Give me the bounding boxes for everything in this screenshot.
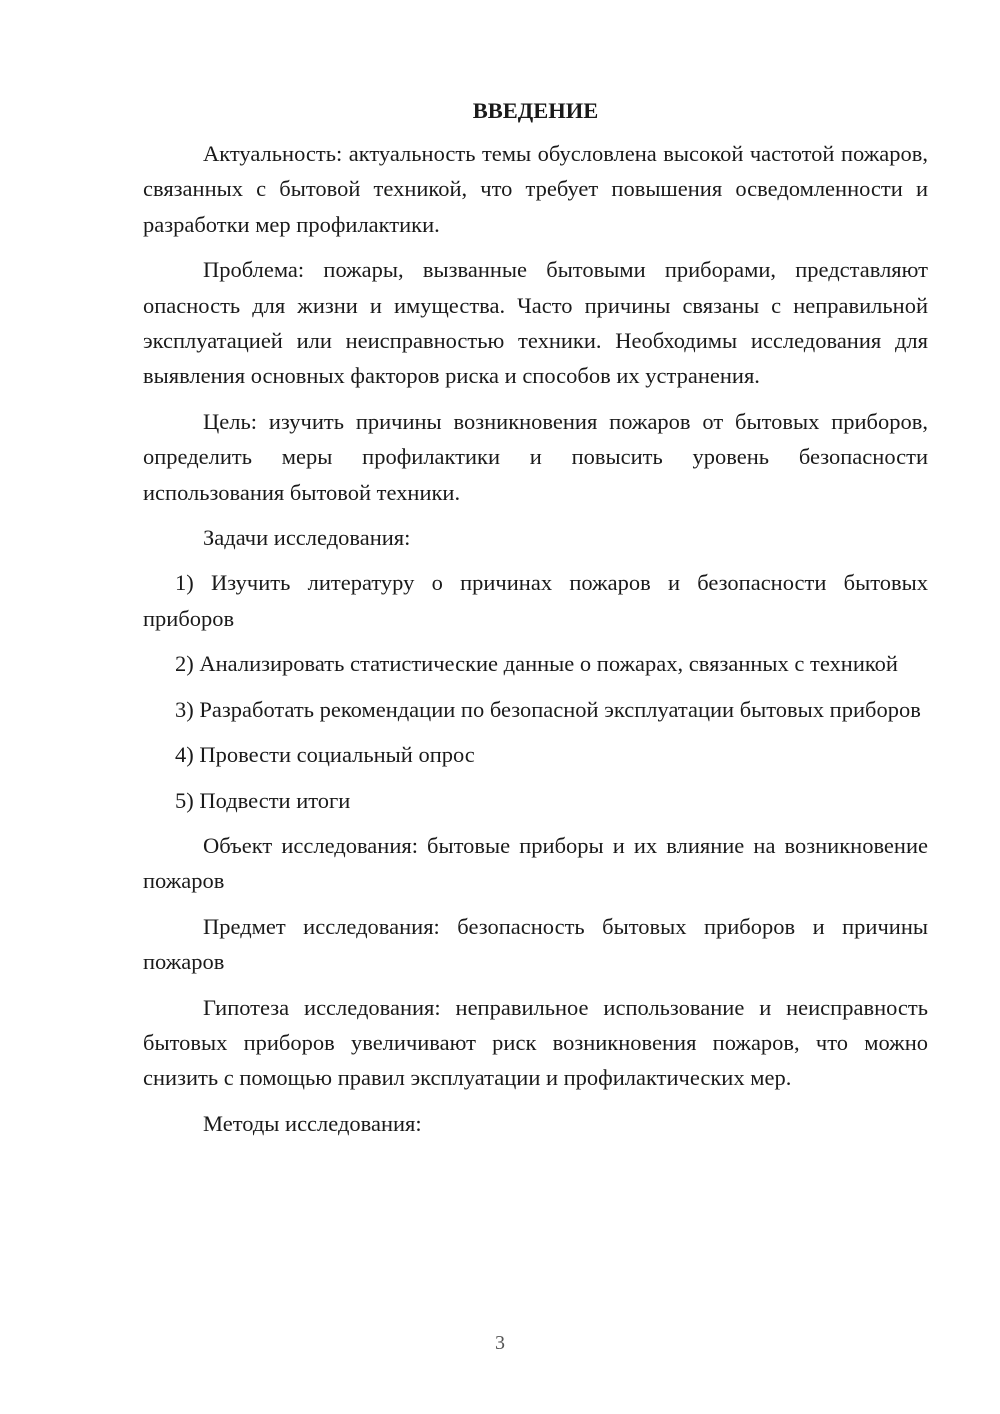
paragraph-subject: Предмет исследования: безопасность бытовых приборов и причины пожаров	[143, 913, 928, 975]
task-item-2: 2) Анализировать статистические данные о пожарах, связанных с техникой	[175, 651, 898, 677]
paragraph-problem: Проблема: пожары, вызванные бытовыми приборами, представляют опасность для жизни и имущества. Часто причины связаны с неправильной эксплуатацией или неисправностью техники. Необходимы исследования для выявления основных факторов риска и способов их устранения.	[143, 257, 928, 389]
page-content	[143, 96, 928, 1151]
task-item-3: 3) Разработать рекомендации по безопасной эксплуатации бытовых приборов	[175, 696, 921, 722]
paragraph-goal: Цель: изучить причины возникновения пожаров от бытовых приборов, определить меры профилактики и повысить уровень безопасности использования бытовой техники.	[143, 408, 928, 505]
task-item-1: 1) Изучить литературу о причинах пожаров и безопасности бытовых приборов	[143, 570, 928, 631]
task-item-5: 5) Подвести итоги	[175, 787, 351, 813]
paragraph-relevance: Актуальность: актуальность темы обусловлена высокой частотой пожаров, связанных с бытовой техникой, что требует повышения осведомленности и разработки мер профилактики.	[143, 141, 928, 237]
paragraph-methods: Методы исследования:	[203, 1110, 422, 1136]
page-number: 3	[495, 1332, 505, 1354]
paragraph-tasks-heading: Задачи исследования:	[203, 525, 411, 551]
paragraph-hypothesis: Гипотеза исследования: неправильное использование и неисправность бытовых приборов увеличивают риск возникновения пожаров, что можно снизить с помощью правил эксплуатации и профилактических мер.	[143, 994, 928, 1091]
paragraph-object: Объект исследования: бытовые приборы и их влияние на возникновение пожаров	[143, 832, 928, 894]
task-item-4: 4) Провести социальный опрос	[175, 742, 475, 768]
section-title: ВВЕДЕНИЕ	[472, 98, 599, 123]
